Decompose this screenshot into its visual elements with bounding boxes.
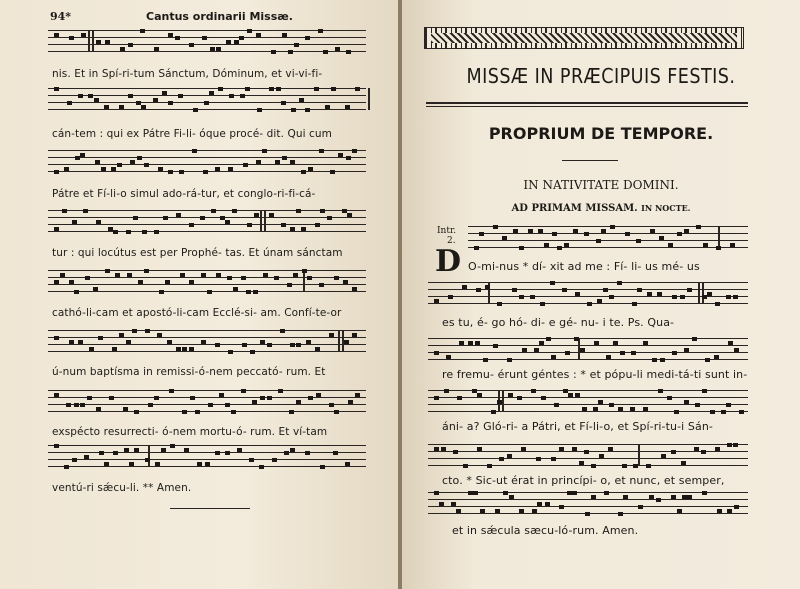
chant-staff [428, 282, 748, 306]
title-rule [426, 102, 748, 104]
page-number: 94* [50, 10, 72, 23]
lyric-line: cto. * Sic-ut érat in princípi- o, et nunc, et semper, [442, 474, 725, 487]
lyric-line: ventú-ri sǽcu-li. ** Amen. [52, 482, 192, 494]
mode-number: 2. [447, 236, 456, 246]
lyric-line: áni- a? Gló-ri- a Pátri, et Fí-li-o, et Spí-ri-tu-i Sán- [442, 420, 713, 433]
mass-title-text: AD PRIMAM MISSAM. [511, 203, 638, 214]
lyric-line: es tu, é- go hó- di- e gé- nu- i te. Ps. Qua- [442, 316, 675, 329]
closing-rule [170, 508, 250, 509]
lyric-line: cathó-li-cam et apostó-li-cam Ecclé-si- am. Confí-te-or [52, 307, 342, 319]
lyric-line: re fremu- érunt géntes : * et pópu-li medi-tá-ti sunt in- [442, 368, 748, 381]
lyric-line: O-mi-nus * dí- xit ad me : Fí- li- us mé- us [468, 260, 700, 273]
running-title: Cantus ordinarii Missæ. [146, 10, 293, 23]
chant-staff [428, 390, 748, 414]
intr-text: Intr. [437, 226, 457, 236]
chant-staff [48, 390, 366, 414]
chant-staff [48, 30, 366, 54]
lyric-line: et in sǽcula sæcu-ló-rum. Amen. [452, 524, 639, 537]
drop-cap: D [435, 244, 462, 279]
lyric-line: Pátre et Fí-li-o simul ado-rá-tur, et conglo-ri-fi-cá- [52, 188, 316, 200]
main-title: MISSÆ IN PRÆCIPUIS FESTIS. [466, 64, 736, 88]
lyric-line: exspécto resurrecti- ó-nem mortu-ó- rum. Et ví-tam [52, 426, 328, 438]
chant-staff [48, 88, 366, 112]
section-title: PROPRIUM DE TEMPORE. [488, 124, 714, 143]
lyric-line: ú-num baptísma in remissi-ó-nem peccató- rum. Et [52, 366, 326, 378]
lyric-line: nis. Et in Spí-ri-tum Sánctum, Dóminum, et vi-vi-fi- [52, 68, 323, 80]
chant-staff [48, 445, 366, 469]
chant-staff [48, 210, 366, 234]
chant-staff [428, 338, 748, 362]
chant-staff [48, 270, 366, 294]
chant-staff [48, 330, 366, 354]
chant-staff [48, 150, 366, 174]
mass-subtitle: IN NOCTE. [641, 203, 691, 213]
right-page [402, 0, 800, 589]
title-rule-thin [426, 106, 748, 107]
chant-staff [428, 492, 748, 516]
chant-staff [428, 444, 748, 468]
ornamental-border [424, 27, 744, 49]
chant-staff [468, 226, 748, 250]
feast-title: IN NATIVITATE DOMINI. [523, 178, 679, 192]
intr-label [437, 226, 456, 246]
section-rule [562, 160, 618, 161]
left-page [0, 0, 398, 589]
lyric-line: cán-tem : qui ex Pátre Fi-li- óque procé- dit. Qui cum [52, 128, 332, 140]
mass-title [402, 203, 800, 214]
lyric-line: tur : qui locútus est per Prophé- tas. Et únam sánctam [52, 247, 343, 259]
